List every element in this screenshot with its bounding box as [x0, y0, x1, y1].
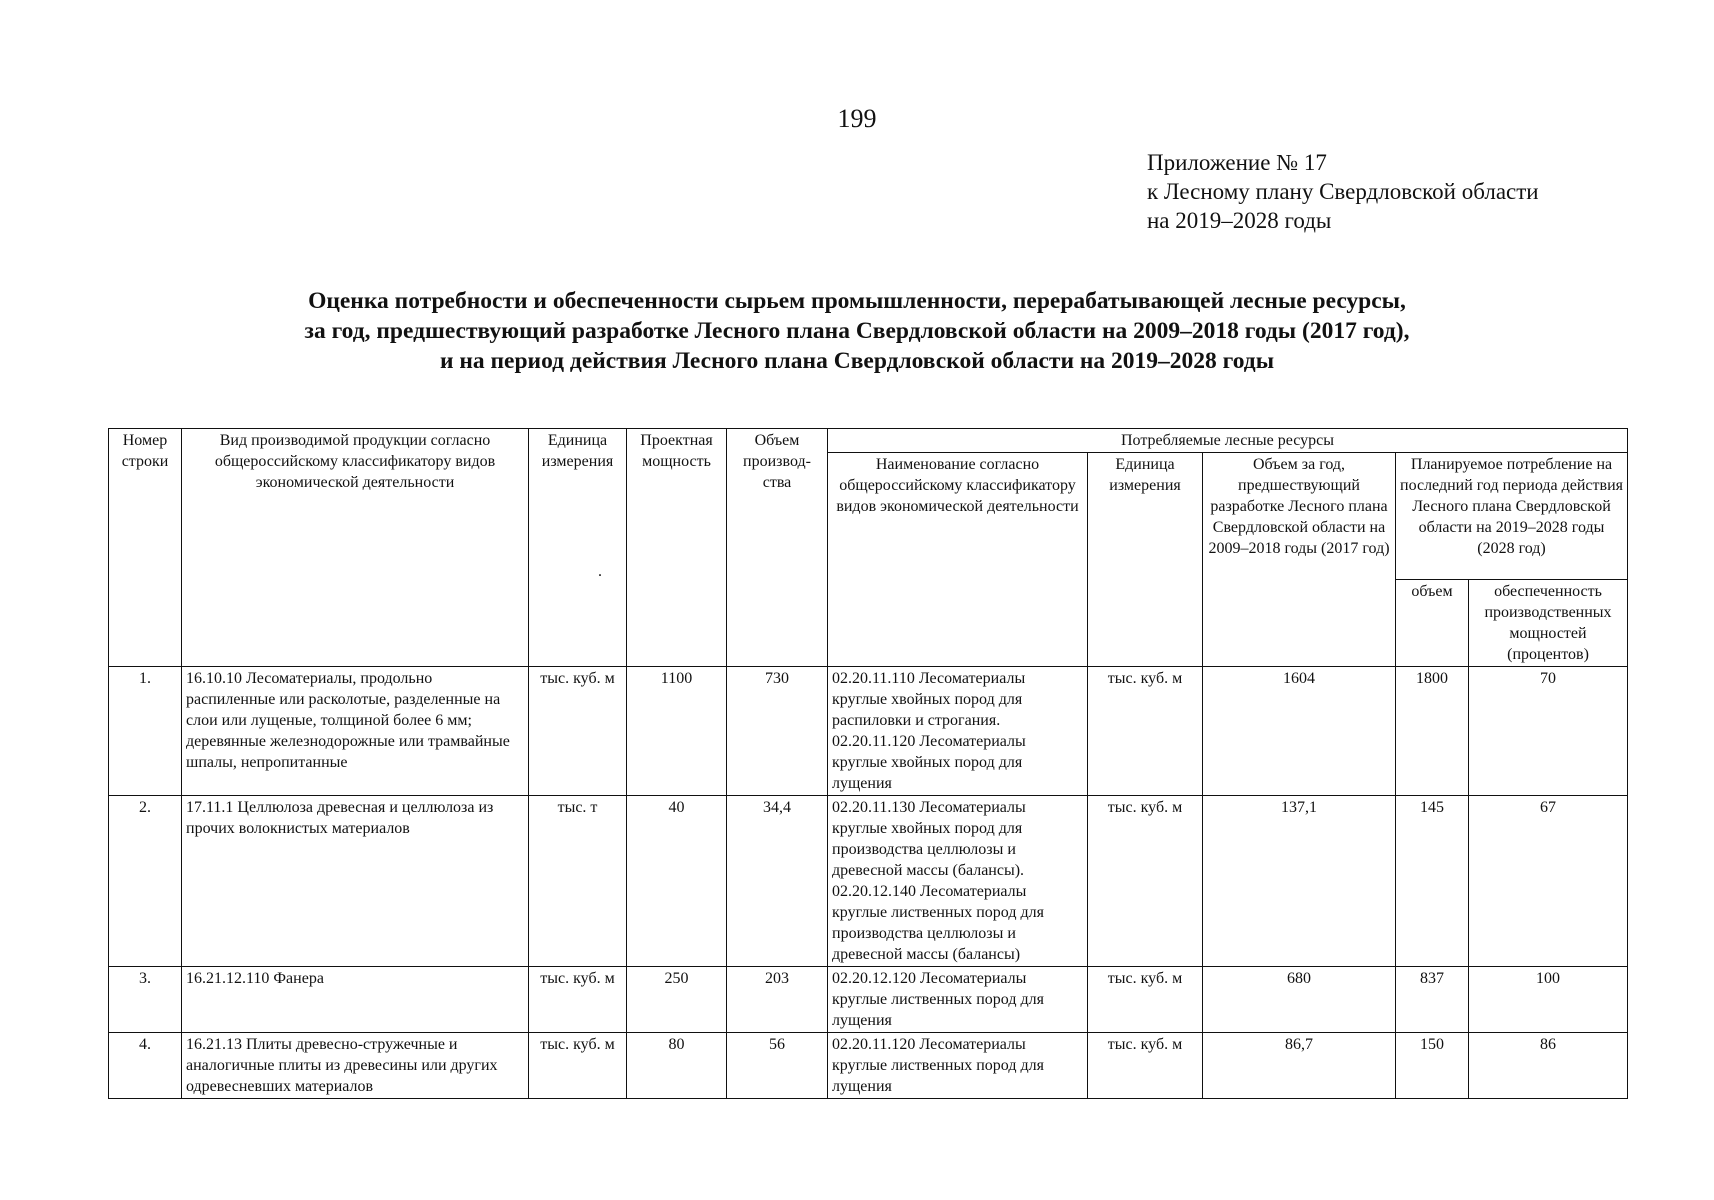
cell-product: 17.11.1 Целлюлоза древесная и целлюлоза из прочих волокнистых материалов [182, 796, 529, 967]
cell-capacity: 80 [627, 1033, 727, 1099]
header-consumed-resources: Потребляемые лесные ресурсы [828, 429, 1628, 453]
title-line-2: за год, предшествующий разработке Лесного плана Свердловской области на 2009–2018 годы (2017 год), [304, 318, 1410, 344]
cell-resource-prev: 137,1 [1203, 796, 1396, 967]
cell-resource-unit: тыс. куб. м [1088, 967, 1203, 1033]
cell-number: 4. [109, 1033, 182, 1099]
cell-capacity: 40 [627, 796, 727, 967]
resource-table [108, 428, 1628, 1099]
appendix-line-2: к Лесному плану Свердловской области [1147, 179, 1539, 204]
cell-number: 2. [109, 796, 182, 967]
cell-resource-prev: 86,7 [1203, 1033, 1396, 1099]
cell-resource-name: 02.20.12.120 Лесоматериалы круглые лиственных пород для лущения [828, 967, 1088, 1033]
cell-unit: тыс. куб. м [529, 667, 627, 796]
header-unit [529, 429, 627, 667]
cell-planned-supply: 70 [1469, 667, 1628, 796]
table-row [109, 796, 1628, 967]
cell-product: 16.21.12.110 Фанера [182, 967, 529, 1033]
header-planned-supply: обеспеченность производственных мощностей (процентов) [1469, 580, 1628, 667]
cell-planned-supply: 100 [1469, 967, 1628, 1033]
cell-planned-supply: 67 [1469, 796, 1628, 967]
page-number: 199 [837, 104, 877, 133]
cell-resource-name: 02.20.11.110 Лесоматериалы круглые хвойных пород для распиловки и строгания. 02.20.11.120 Лесоматериалы круглые хвойных пород для лущения [828, 667, 1088, 796]
title-line-1: Оценка потребности и обеспеченности сырьем промышленности, перерабатывающей лесные ресурсы, [308, 288, 1406, 314]
cell-planned-volume: 1800 [1396, 667, 1469, 796]
cell-planned-volume: 837 [1396, 967, 1469, 1033]
header-unit-label: Единица измерения [541, 432, 614, 470]
header-planned-volume: объем [1396, 580, 1469, 667]
cell-resource-unit: тыс. куб. м [1088, 796, 1203, 967]
cell-unit: тыс. т [529, 796, 627, 967]
cell-unit: тыс. куб. м [529, 1033, 627, 1099]
cell-volume: 203 [727, 967, 828, 1033]
cell-volume: 56 [727, 1033, 828, 1099]
cell-unit: тыс. куб. м [529, 967, 627, 1033]
document-title [0, 286, 1714, 376]
cell-volume: 34,4 [727, 796, 828, 967]
cell-resource-name: 02.20.11.120 Лесоматериалы круглые лиственных пород для лущения [828, 1033, 1088, 1099]
appendix-line-3: на 2019–2028 годы [1147, 208, 1332, 233]
title-line-3: и на период действия Лесного плана Свердловской области на 2019–2028 годы [439, 348, 1275, 374]
header-stray-dot: . [598, 563, 602, 580]
appendix-line-1: Приложение № 17 [1147, 150, 1327, 175]
table-row [109, 967, 1628, 1033]
table-row [109, 1033, 1628, 1099]
cell-product: 16.21.13 Плиты древесно-стружечные и аналогичные плиты из древесины или других одревесневших материалов [182, 1033, 529, 1099]
cell-capacity: 1100 [627, 667, 727, 796]
cell-resource-unit: тыс. куб. м [1088, 1033, 1203, 1099]
cell-number: 1. [109, 667, 182, 796]
cell-resource-prev: 680 [1203, 967, 1396, 1033]
cell-planned-volume: 150 [1396, 1033, 1469, 1099]
table-row [109, 667, 1628, 796]
cell-resource-unit: тыс. куб. м [1088, 667, 1203, 796]
cell-number: 3. [109, 967, 182, 1033]
header-resource-name: Наименование согласно общероссийскому классификатору видов экономической деятельности [828, 453, 1088, 667]
header-planned-consumption: Планируемое потребление на последний год периода действия Лесного плана Свердловской области на 2019–2028 годы (2028 год) [1396, 453, 1628, 580]
cell-resource-name: 02.20.11.130 Лесоматериалы круглые хвойных пород для производства целлюлозы и древесной массы (балансы). 02.20.12.140 Лесоматериалы круглые лиственных пород для производства целлюлозы и древесной массы (балансы) [828, 796, 1088, 967]
cell-planned-volume: 145 [1396, 796, 1469, 967]
cell-planned-supply: 86 [1469, 1033, 1628, 1099]
appendix-note [1147, 148, 1539, 235]
cell-product: 16.10.10 Лесоматериалы, продольно распиленные или расколотые, разделенные на слои или лущеные, толщиной более 6 мм; деревянные железнодорожные или трамвайные шпалы, непропитанные [182, 667, 529, 796]
header-capacity: Проектная мощность [627, 429, 727, 667]
header-resource-prev-year: Объем за год, предшествующий разработке Лесного плана Свердловской области на 2009–2018 годы (2017 год) [1203, 453, 1396, 667]
header-volume: Объем производ- ства [727, 429, 828, 667]
cell-capacity: 250 [627, 967, 727, 1033]
header-product: Вид производимой продукции согласно общероссийскому классификатору видов экономической деятельности [182, 429, 529, 667]
header-resource-unit: Единица измерения [1088, 453, 1203, 667]
header-row-number: Номер строки [109, 429, 182, 667]
cell-volume: 730 [727, 667, 828, 796]
cell-resource-prev: 1604 [1203, 667, 1396, 796]
